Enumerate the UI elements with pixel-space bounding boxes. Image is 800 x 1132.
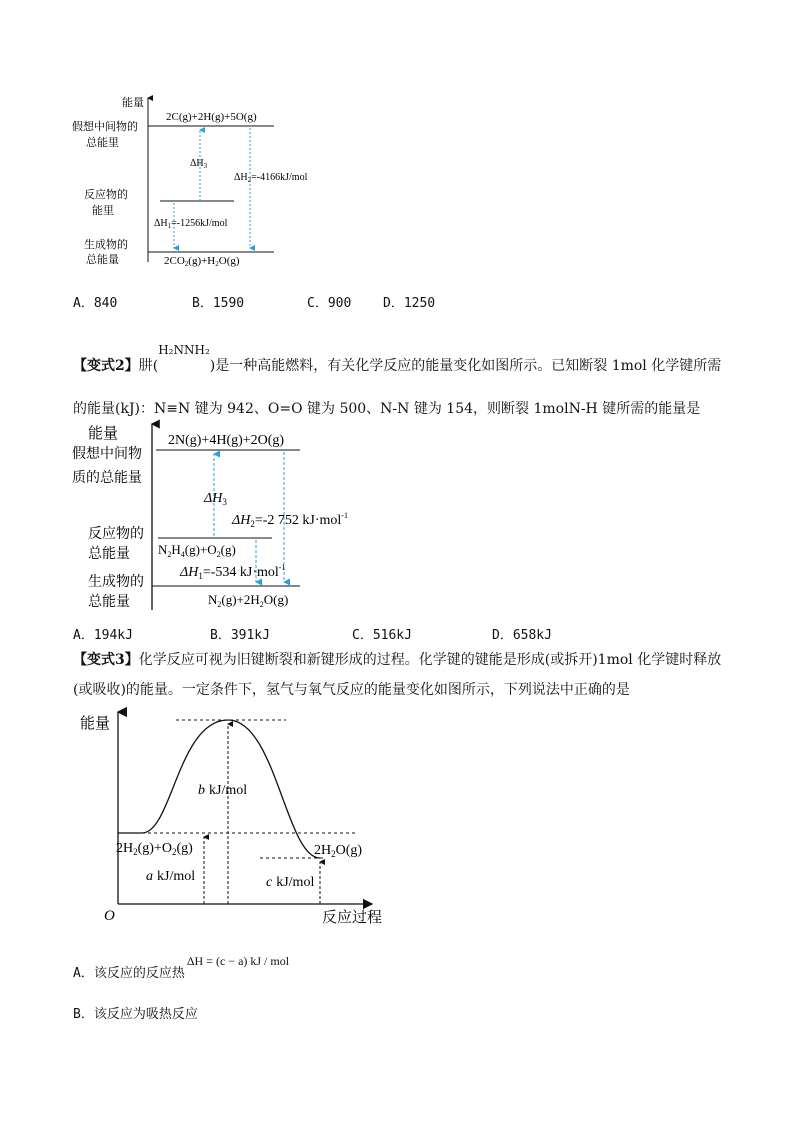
q1-option-b[interactable]: B．1590 <box>192 296 245 311</box>
y-axis-label: 能量 <box>122 97 144 109</box>
label-reactants-1: 反应物的 <box>84 189 128 201</box>
q2-option-b[interactable]: B．391kJ <box>210 628 270 643</box>
label-products-1: 生成物的 <box>88 575 144 590</box>
dh1-label: $\Delta H_1=-1256kJ$/mol <box>154 218 228 230</box>
variant2-tag: 【变式2】 <box>73 358 139 374</box>
dh1-label: $\Delta H_1=-534$ kJ·mol$^{-1}$ <box>180 563 286 581</box>
label-reactants-1: 反应物的 <box>88 527 144 542</box>
label-products-1: 生成物的 <box>84 239 128 251</box>
energy-diagram-1 <box>60 92 308 272</box>
label-intermediate-1: 假想中间物的 <box>72 121 138 133</box>
label-products-2: 总能量 <box>86 254 119 266</box>
c-label: c kJ/mol <box>266 875 315 890</box>
y-axis-label: 能量 <box>88 426 119 442</box>
q1-option-c[interactable]: C．900 <box>307 296 352 311</box>
hydrazine-formula: H₂NNH₂ <box>158 343 210 357</box>
variant2-question: 【变式2】肼(H₂NNH₂)是一种高能燃料，有关化学反应的能量变化如图所示。已知断裂 1mol 化学键所需 <box>73 343 722 374</box>
variant3-question-line2: (或吸收)的能量。一定条件下，氢气与氧气反应的能量变化如图所示，下列说法中正确的是 <box>73 682 630 698</box>
product-formula: $2H_2O(g)$ <box>314 843 363 859</box>
q1-option-a[interactable]: A．840 <box>73 296 118 311</box>
dh2-label: $\Delta H_2=-4166kJ$/mol <box>234 172 308 184</box>
variant3-question: 【变式3】化学反应可视为旧键断裂和新键形成的过程。化学键的键能是形成(或拆开)1mol 化学键时释放 <box>73 652 722 668</box>
label-products-2: 总能量 <box>88 595 130 610</box>
top-level-formula: 2C(g)+2H(g)+5O(g) <box>166 111 257 123</box>
origin-label: O <box>104 908 115 924</box>
energy-diagram-3 <box>80 708 400 928</box>
dh3-label: $\Delta H_3$ <box>190 158 208 170</box>
variant3-tag: 【变式3】 <box>73 652 139 668</box>
y-axis-label: 能量 <box>80 716 111 732</box>
label-reactants-2: 总能量 <box>88 547 130 562</box>
label-intermediate-1: 假想中间物 <box>72 447 142 462</box>
products-formula: $N_2(g)+2H_2O(g)$ <box>208 592 289 609</box>
label-intermediate-2: 质的总能量 <box>72 471 142 486</box>
bottom-level-formula: 2CO2(g)+H2O(g) <box>164 255 240 268</box>
dh2-label: $\Delta H_2=-2$ 752 kJ·mol$^{-1}$ <box>232 511 348 529</box>
q2-option-d[interactable]: D．658kJ <box>492 628 552 643</box>
label-reactants-2: 能里 <box>92 205 114 217</box>
top-level-formula: 2N(g)+4H(g)+2O(g) <box>168 433 285 448</box>
variant2-question-line2: 的能量(kJ)：N≡N 键为 942、O=O 键为 500、N-N 键为 154，则断裂 1molN-H 键所需的能量是 <box>73 401 701 417</box>
reactants-formula: $N_2H_4(g)+O_2(g)$ <box>158 542 236 559</box>
a-label: a kJ/mol <box>146 869 196 884</box>
energy-diagram-2 <box>60 420 348 616</box>
q2-option-a[interactable]: A．194kJ <box>73 628 133 643</box>
q2-option-c[interactable]: C．516kJ <box>352 628 412 643</box>
dh3-label: $\Delta H_3$ <box>204 491 227 507</box>
x-axis-label: 反应过程 <box>322 910 383 926</box>
label-intermediate-2: 总能里 <box>86 137 119 149</box>
option-a-formula: ΔH = (c − a) kJ / mol <box>186 954 290 968</box>
q3-option-a[interactable]: A．该反应的反应热ΔH = (c − a) kJ / mol <box>73 954 290 981</box>
b-label: b kJ/mol <box>198 783 248 798</box>
q3-option-b[interactable]: B．该反应为吸热反应 <box>73 1007 198 1022</box>
q1-option-d[interactable]: D．1250 <box>383 296 436 311</box>
reactants-formula: $2H_2(g)+O_2(g)$ <box>116 841 193 857</box>
